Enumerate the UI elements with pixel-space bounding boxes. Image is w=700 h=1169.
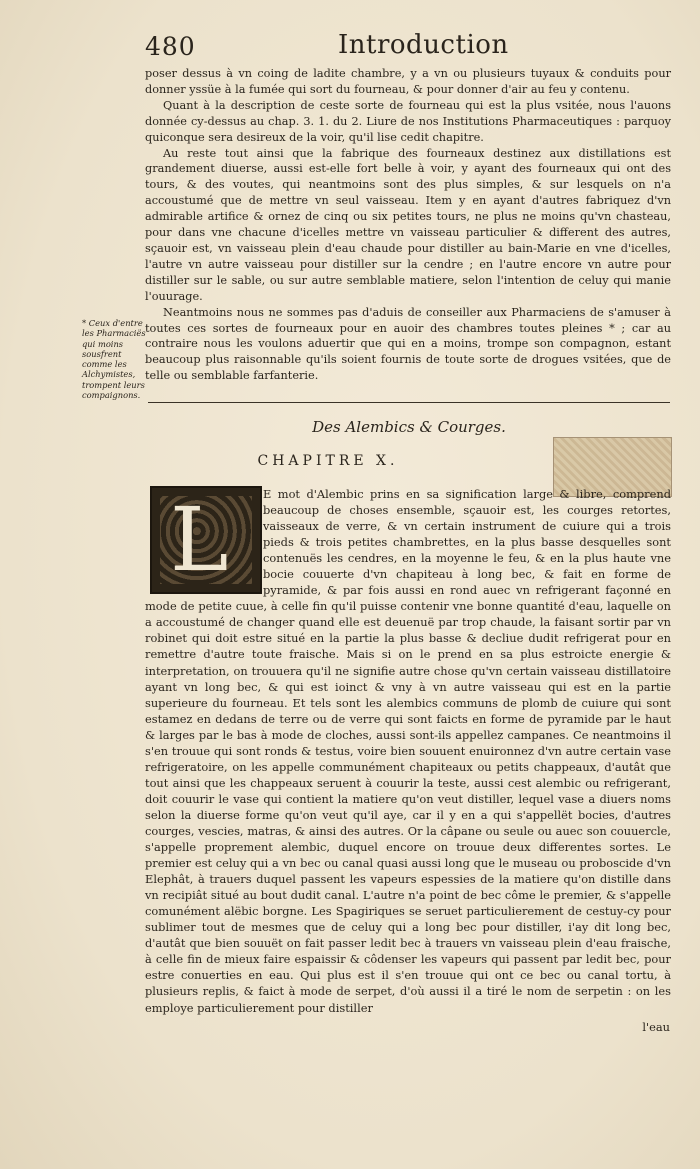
page-number: 480 <box>145 32 196 61</box>
paragraph-continued: poser dessus à vn coing de ladite chambre, y a vn ou plusieurs tuyaux & conduits pour donner yssüe à la fumée qui sort du fourneau, & pour donner d'air au feu y contenu. <box>145 67 671 96</box>
paragraph-fourneaux: Au reste tout ainsi que la fabrique des fourneaux destinez aux distillations est grandement diuerse, aussi est-elle fort belle à voir, y ayant des fourneaux qui ont des tours, & des voutes, qui neantmoins sont des plus simples, & sur lesquels on n'a accoustumé que de mettre vn seul vaisseau. Item y en ayant d'autres fabriquez d'vn admirable artifice & ornez de cinq ou six petites tours, ne plus ne moins qu'vn chasteau, pour dans vne chacune d'icelles mettre vn vaisseau particulier & different des autres, sçauoir est, vn vaisseau plein d'eau chaude pour distiller au bain-Marie en vne d'icelles, l'autre vn autre vaisseau pour distiller sur la cendre ; en l'autre encore vn autre pour distiller sur le sable, ou sur autre semblable matiere, selon l'intention de celuy qui manie l'ouurage. <box>145 146 671 303</box>
section-title: Des Alembics & Courges. <box>312 418 506 436</box>
paragraph-neantmoins: Neantmoins nous ne sommes pas d'aduis de conseiller aux Pharmaciens de s'amuser à toutes ces sortes de fourneaux pour en auoir des chambres toutes pleines * ; car au contraire nous les voulons aduertir que qui en a moins, trompe son compagnon, estant beaucoup plus raisonnable qu'ils soient fournis de toute sorte de drogues vsitées, que de telle ou semblable farfanterie. <box>145 305 671 383</box>
body-text-top <box>145 66 671 384</box>
body-text-chapter <box>145 486 671 1016</box>
catchword: l'eau <box>642 1020 670 1034</box>
initial-letter-l: L <box>170 488 229 591</box>
running-header <box>0 30 700 64</box>
section-divider <box>148 402 670 403</box>
paragraph-alembic: E mot d'Alembic prins en sa signification large & libre, comprend beaucoup de choses ensemble, sçauoir est, les courges retortes, vaisseaux de verre, & vn certain instrument de cuiure qui a trois pieds & trois petites chambrettes, en la plus basse desquelles sont contenuës les cendres, en la moyenne le feu, & en la plus haute vne bocie couuerte d'vn chapiteau à long bec, & fait en forme de pyramide, & par fois aussi en rond auec vn refrigerant façonné en mode de petite cuue, à celle fin qu'il puisse contenir vne bonne quantité d'eau, laquelle on a accoustumé de changer quand elle est deuenuë par trop chaude, la faisant sortir par vn robinet qui doit estre situé en la partie la plus basse & decliue dudit refrigerat pour en remettre d'autre toute fraische. Mais si on le prend en sa plus estroicte energie & interpretation, on trouuera qu'il ne signifie autre chose qu'vn certain vaisseau distillatoire ayant vn long bec, & qui est ioinct & vny à vn autre vaisseau qui est en la partie superieure du fourneau. Et tels sont les alembics communs de plomb de cuiure qui sont estamez en dedans de terre ou de verre qui sont faicts en forme de pyramide par le haut & larges par le bas à mode de cloches, aussi sont-ils appellez campanes. Ce neantmoins il s'en trouue qui sont ronds & testus, voire bien souuent enuironnez d'vn autre certain vase refrigeratoire, on les appelle communément chapiteaux ou petits chappeaux, d'autât que tout ainsi que les chappeaux seruent à couurir la teste, aussi cest alembic ou refrigerant, doit couurir le vase qui contient la matiere qu'on veut distiller, lequel vase a diuers noms selon la diuerse forme qu'on veut qu'il aye, car il y en a qui s'appellët bocies, d'autres courges, vescies, matras, & ainsi des autres. Or la câpane ou seule ou auec son couuercle, s'appelle proprement alembic, duquel encore on trouue deux differentes sortes. Le premier est celuy qui a vn bec ou canal quasi aussi long que le museau ou proboscide d'vn Elephât, à trauers duquel passent les vapeurs espessies de la matiere qu'on distille dans vn recipiât situé au bout dudit canal. L'autre n'a point de bec côme le premier, & s'appelle comunément alëbic borgne. Les Spagiriques se seruet particulierement de cestuy-cy pour sublimer tout de mesmes que de celuy qui a long bec pour distiller, i'ay dit long bec, d'autât que bien souuët on fait passer ledit bec à trauers vn vaisseau plein d'eau fraische, à celle fin de mieux faire espaissir & côdenser les vapeurs qui passent par ledit bec, pour estre conuerties en eau. Qui plus est il s'en trouue qui ont ce bec ou canal tortu, à plusieurs replis, & faict à mode de serpet, d'où aussi il a tiré le nom de serpetin : on les employe particulierement pour distiller <box>145 487 671 1015</box>
running-title: Introduction <box>338 30 509 60</box>
chapter-heading: CHAPITRE X. <box>257 453 399 469</box>
paragraph-description: Quant à la description de ceste sorte de fourneau qui est la plus vsitée, nous l'auons donnée cy-dessus au chap. 3. 1. du 2. Liure de nos Institutions Pharmaceutiques : parquoy quiconque sera desireux de la voir, qu'il lise cedit chapitre. <box>145 98 671 144</box>
marginal-note: * Ceux d'entre les Pharmaciës qui moins sousfrent comme les Alchymistes, trompent leurs compaignons. <box>82 318 146 401</box>
initial-spacer <box>145 486 263 596</box>
